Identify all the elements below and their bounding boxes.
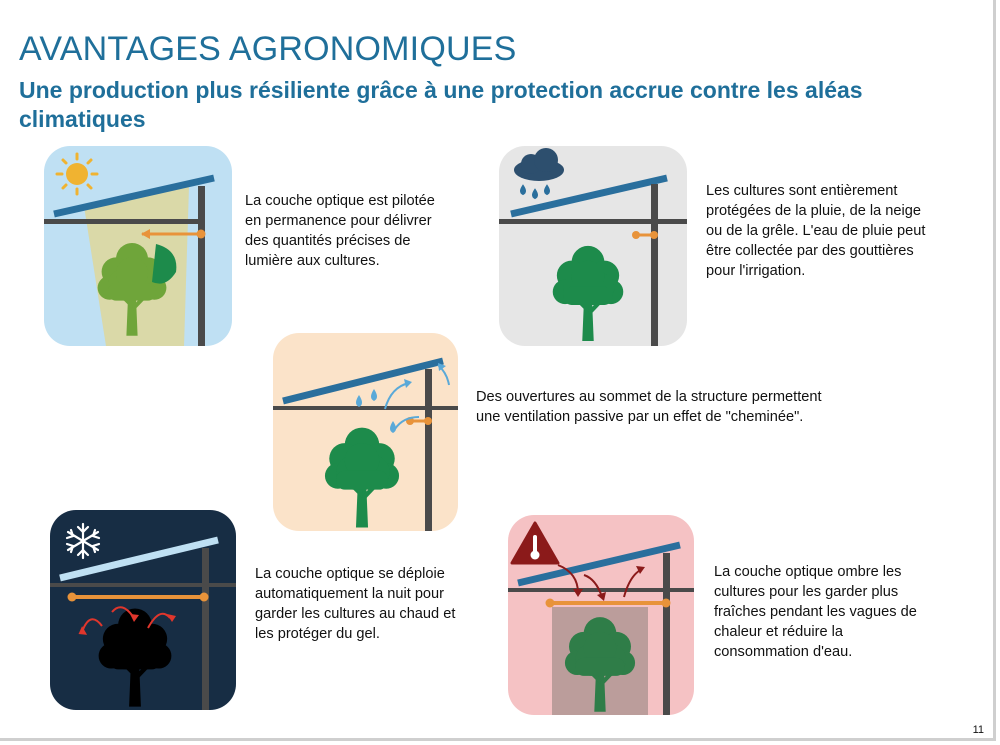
- slide-subtitle: Une production plus résiliente grâce à une protection accrue contre les aléas climatiques: [19, 77, 863, 132]
- light-control-description: La couche optique est pilotée en permanence pour délivrer des quantités précises de lumière aux cultures.: [245, 193, 435, 269]
- frost-protection-description: La couche optique se déploie automatiquement la nuit pour garder les cultures au chaud et les protéger du gel.: [255, 566, 456, 642]
- slide-title: AVANTAGES AGRONOMIQUES: [19, 30, 517, 68]
- ventilation-description: Des ouvertures au sommet de la structure permettent une ventilation passive par un effet de "cheminée".: [476, 389, 822, 425]
- light-control-illustration: [44, 146, 232, 346]
- rain-protection-illustration: [499, 146, 687, 346]
- ventilation-illustration: [273, 333, 458, 531]
- frost-protection-illustration: [50, 510, 236, 710]
- page-number: 11: [972, 724, 984, 736]
- rain-protection-description: Les cultures sont entièrement protégées de la pluie, de la neige ou de la grêle. L'eau de pluie peut être collectée par des gouttières pour l'irrigation.: [706, 183, 926, 279]
- sun-icon: [57, 154, 97, 194]
- heat-protection-illustration: [508, 515, 694, 715]
- heat-protection-description: La couche optique ombre les cultures pour les garder plus fraîches pendant les vagues de chaleur et réduire la consommation d'eau.: [714, 564, 917, 660]
